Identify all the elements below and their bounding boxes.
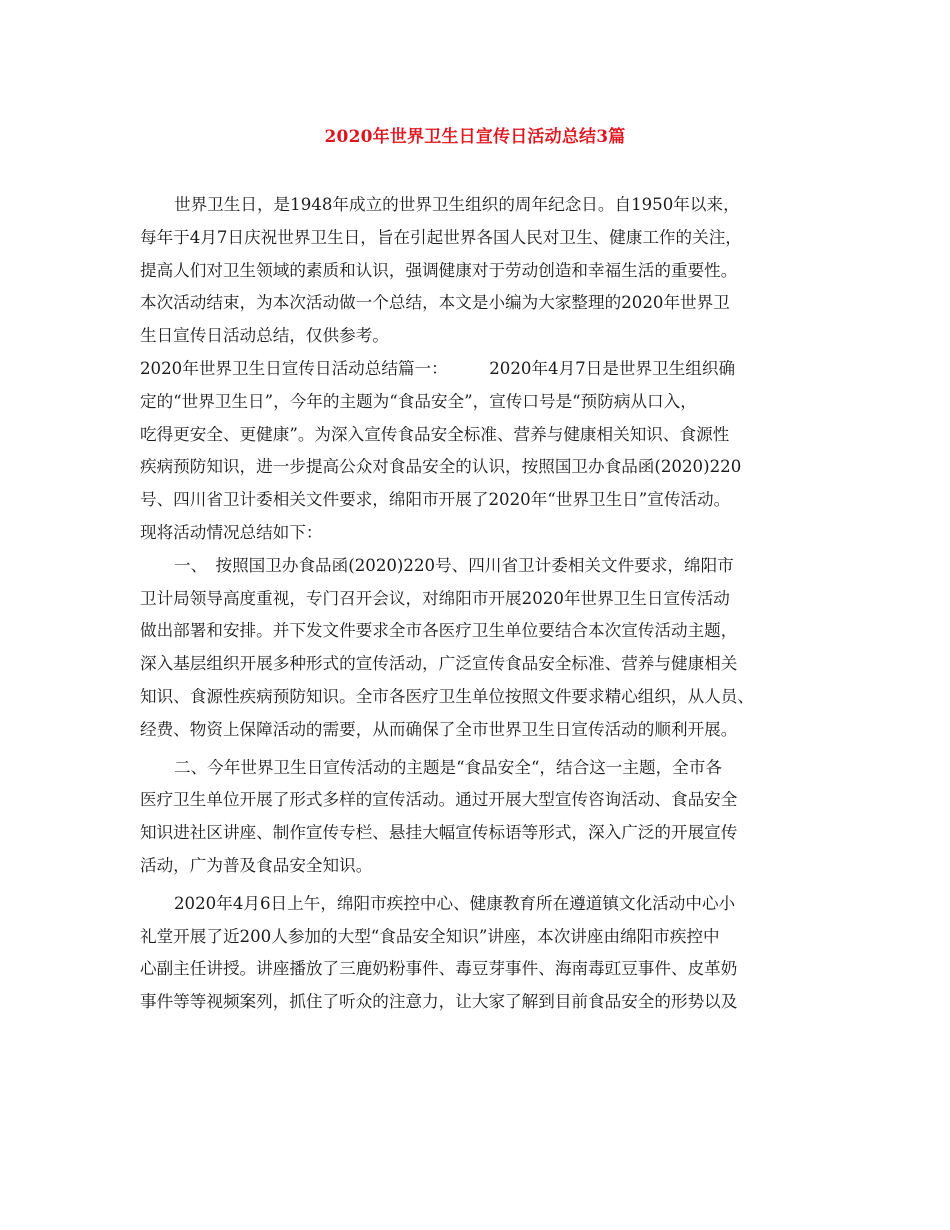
text-line: 做出部署和安排。并下发文件要求全市各医疗卫生单位要结合本次宣传活动主题，	[140, 621, 738, 641]
text-line: 心副主任讲授。讲座播放了三鹿奶粉事件、毒豆芽事件、海南毒豇豆事件、皮革奶	[140, 959, 738, 979]
text-line: 世界卫生日，是1948年成立的世界卫生组织的周年纪念日。自1950年以来，	[174, 195, 740, 214]
document-title: 2020年世界卫生日宣传日活动总结3篇	[324, 127, 626, 147]
text-line: 2020年4月6日上午，绵阳市疾控中心、健康教育所在遵道镇文化活动中心小	[174, 893, 736, 913]
text-line: 定的“世界卫生日”，今年的主题为“食品安全”，宣传口号是“预防病从口入，	[140, 391, 697, 411]
text-line: 2020年世界卫生日宣传日活动总结篇一： 2020年4月7日是世界卫生组织确	[140, 358, 736, 378]
document-body	[140, 189, 830, 1019]
text-line: 医疗卫生单位开展了形式多样的宣传活动。通过开展大型宣传咨询活动、食品安全	[140, 790, 738, 810]
text-line: 知识、食源性疾病预防知识。全市各医疗卫生单位按照文件要求精心组织，从人员、	[140, 686, 754, 706]
text-line: 二、今年世界卫生日宣传活动的主题是“食品安全“，结合这一主题，全市各	[174, 757, 722, 777]
text-line: 提高人们对卫生领域的素质和认识，强调健康对于劳动创造和幸福生活的重要性。	[140, 260, 738, 280]
text-line: 本次活动结束，为本次活动做一个总结，本文是小编为大家整理的2020年世界卫	[140, 293, 730, 313]
text-line: 礼堂开展了近200人参加的大型“食品安全知识”讲座，本次讲座由绵阳市疾控中	[140, 926, 720, 946]
text-line: 疾病预防知识，进一步提高公众对食品安全的认识，按照国卫办食品函(2020)220	[140, 457, 742, 477]
text-line: 活动，广为普及食品安全知识。	[140, 855, 373, 875]
text-line: 生日宣传日活动总结，仅供参考。	[140, 326, 389, 346]
text-line: 经费、物资上保障活动的需要，从而确保了全市世界卫生日宣传活动的顺利开展。	[140, 719, 738, 739]
text-line: 事件等等视频案列，抓住了听众的注意力，让大家了解到目前食品安全的形势以及	[140, 992, 738, 1012]
text-line: 卫计局领导高度重视，专门召开会议，对绵阳市开展2020年世界卫生日宣传活动	[140, 588, 730, 608]
text-line: 现将活动情况总结如下：	[140, 522, 323, 542]
text-line: 知识进社区讲座、制作宣传专栏、悬挂大幅宣传标语等形式，深入广泛的开展宣传	[140, 823, 738, 843]
text-line: 号、四川省卫计委相关文件要求，绵阳市开展了2020年“世界卫生日”宣传活动。	[140, 490, 731, 510]
text-line: 每年于4月7日庆祝世界卫生日，旨在引起世界各国人民对卫生、健康工作的关注，	[140, 227, 742, 247]
text-line: 深入基层组织开展多种形式的宣传活动，广泛宣传食品安全标准、营养与健康相关	[140, 654, 738, 674]
text-line: 一、 按照国卫办食品函(2020)220号、四川省卫计委相关文件要求，绵阳市	[174, 555, 734, 575]
text-line: 吃得更安全、更健康”。为深入宣传食品安全标准、营养与健康相关知识、食源性	[140, 424, 730, 444]
